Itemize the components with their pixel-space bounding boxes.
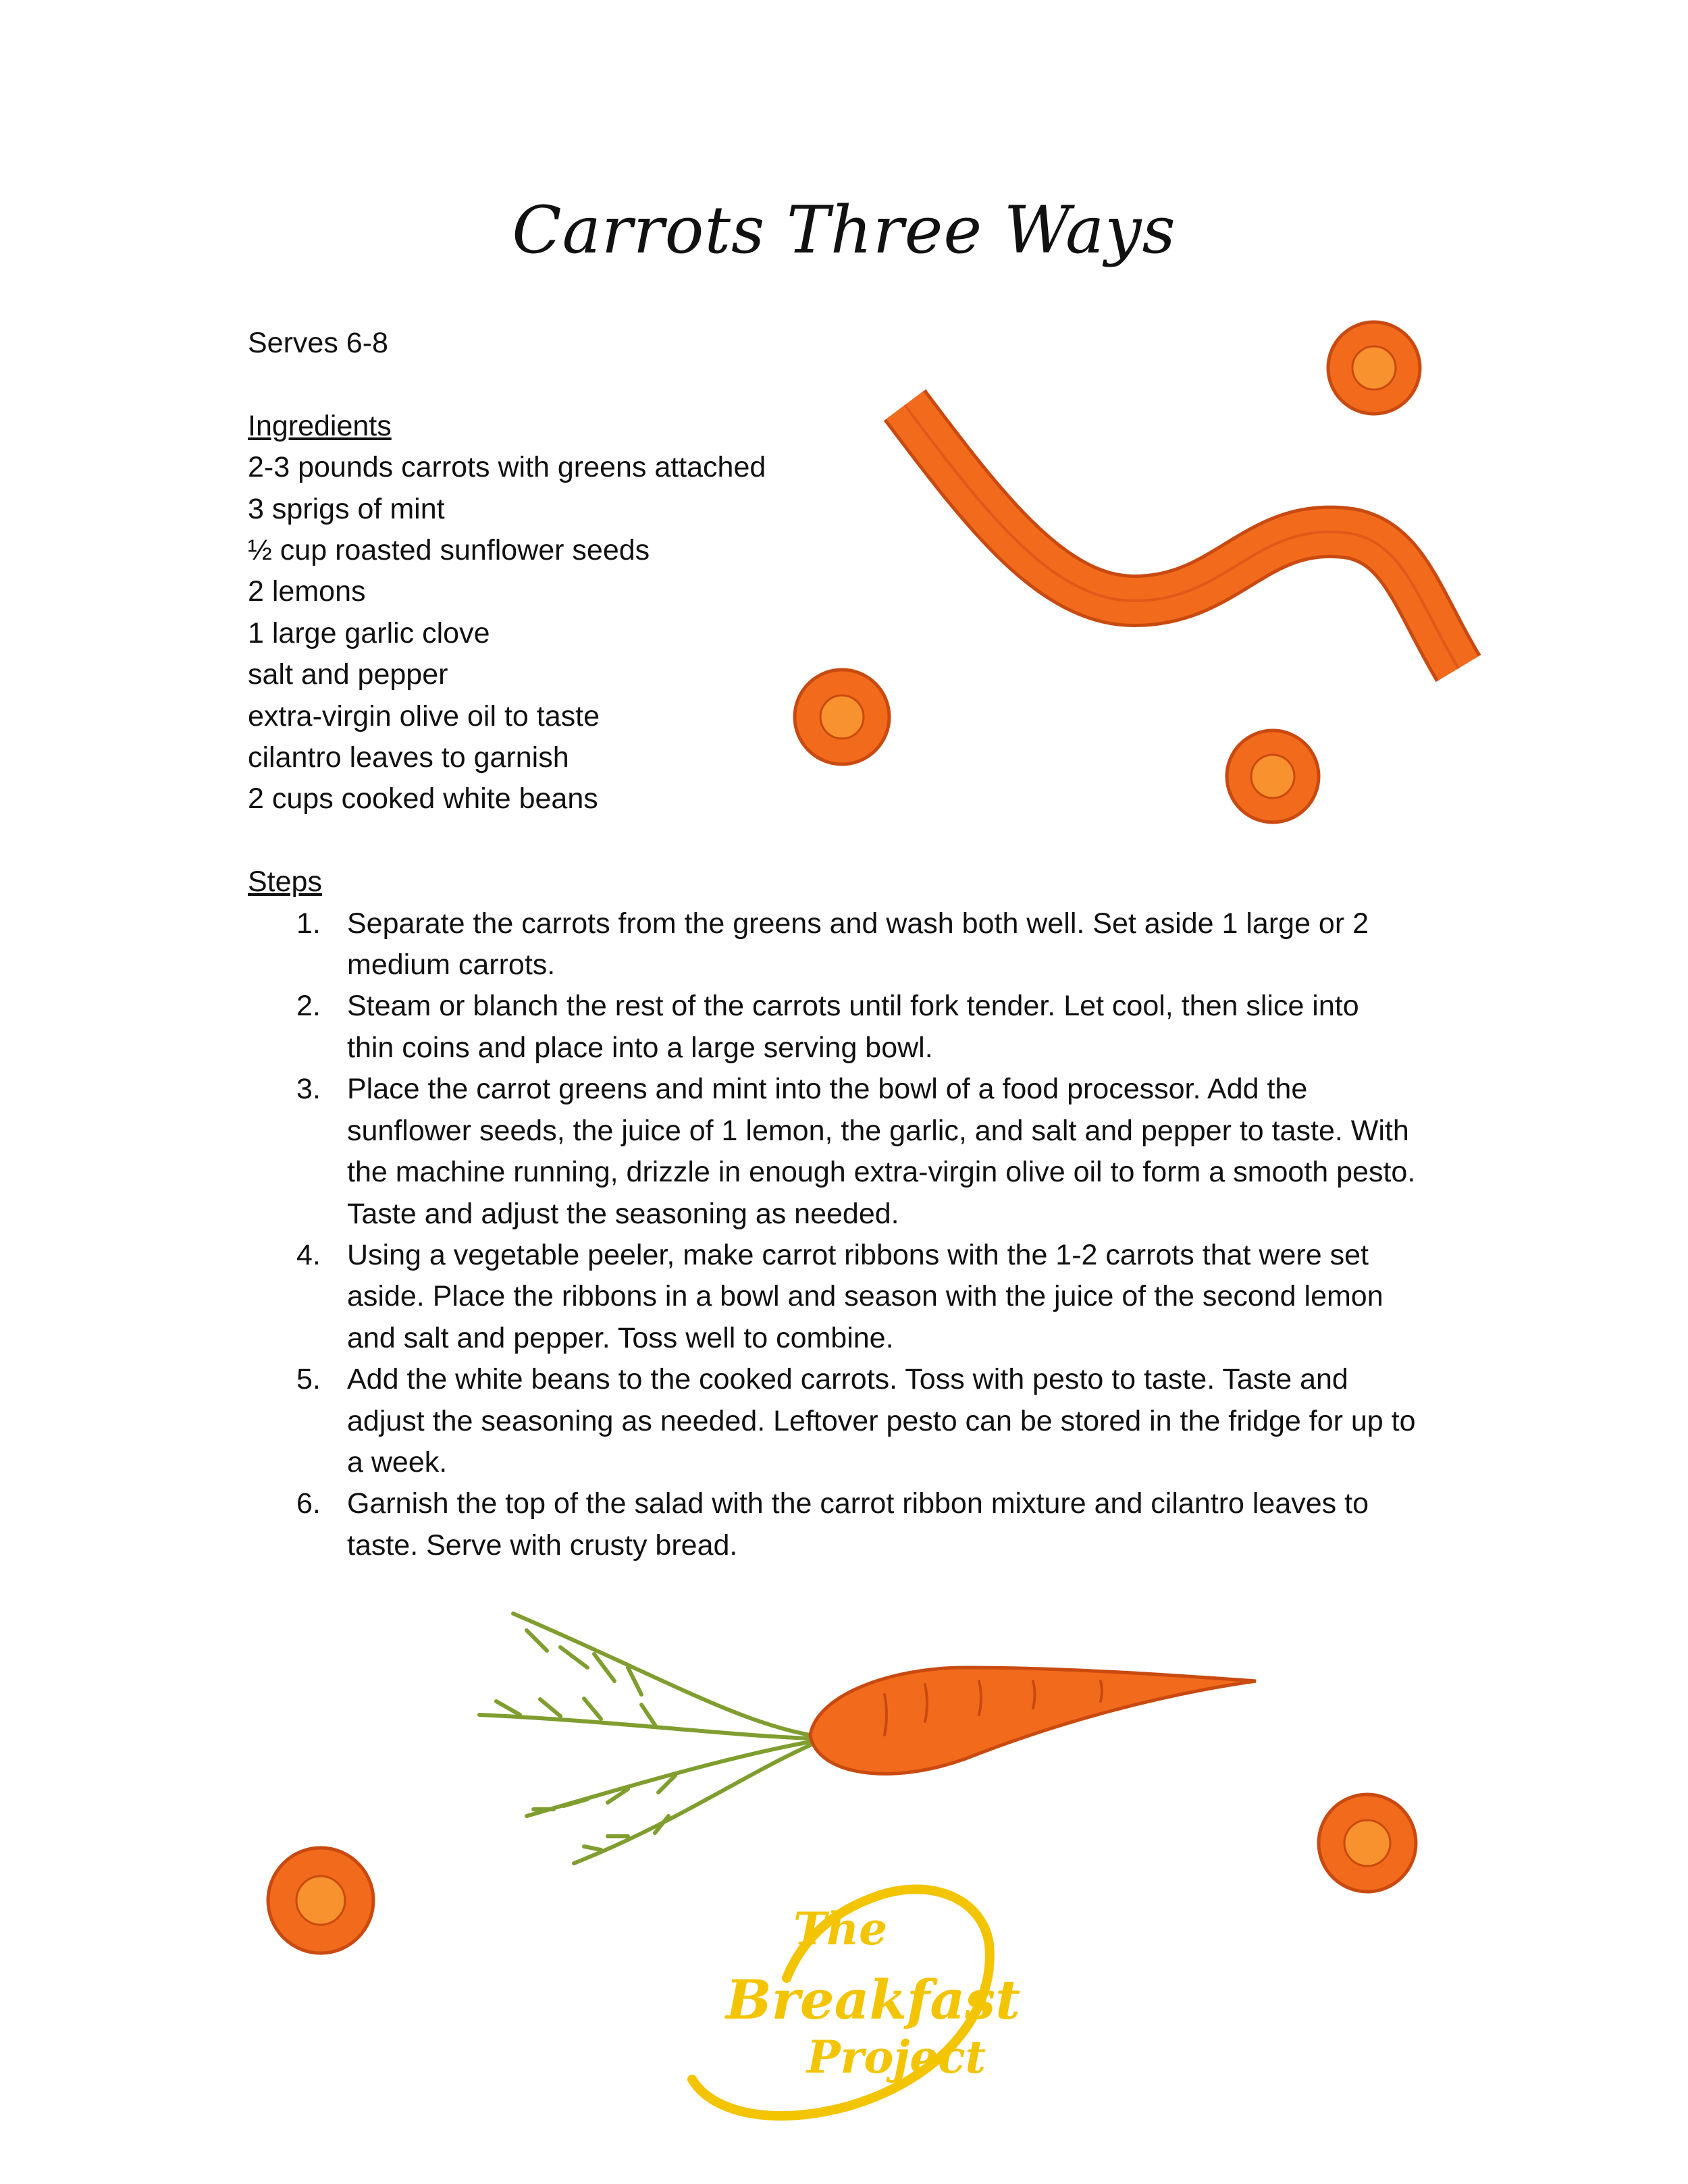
step-line: Separate the carrots from the greens and wash both well. Set aside 1 large or 2 <box>347 907 1369 940</box>
serves-text: Serves 6-8 <box>248 327 388 359</box>
logo-line-the: The <box>793 1902 888 1955</box>
step-line: Using a vegetable peeler, make carrot ribbons with the 1-2 carrots that were set <box>347 1238 1369 1271</box>
ingredient-item: extra-virgin olive oil to taste <box>248 699 600 733</box>
step-item <box>248 903 1461 986</box>
step-line: Add the white beans to the cooked carrots. Toss with pesto to taste. Taste and <box>347 1363 1348 1396</box>
step-line: the machine running, drizzle in enough extra-virgin olive oil to form a smooth pesto. <box>347 1156 1416 1189</box>
ingredient-item: 3 sprigs of mint <box>248 492 445 525</box>
ingredient-item: 2 cups cooked white beans <box>248 782 598 816</box>
whole-carrot-illustration <box>452 1593 1263 1877</box>
step-line: Place the carrot greens and mint into the bowl of a food processor. Add the <box>347 1073 1308 1106</box>
step-line: thin coins and place into a large serving bowl. <box>347 1031 933 1064</box>
step-line: medium carrots. <box>347 949 556 982</box>
ingredients-heading: Ingredients <box>248 409 392 442</box>
carrot-coin-icon <box>1222 726 1323 827</box>
step-item <box>248 1069 1461 1235</box>
carrot-coin-icon <box>1313 1789 1421 1897</box>
ingredient-item: 2 lemons <box>248 575 366 608</box>
step-line: aside. Place the ribbons in a bowl and season with the juice of the second lemon <box>347 1280 1383 1313</box>
ingredient-item: 1 large garlic clove <box>248 616 490 649</box>
step-line: Taste and adjust the seasoning as needed. <box>347 1197 899 1230</box>
steps-list <box>248 903 1463 1567</box>
step-line: a week. <box>347 1445 448 1479</box>
step-item <box>248 1235 1461 1359</box>
step-number: 6. <box>296 1487 321 1520</box>
step-line: Steam or blanch the rest of the carrots until fork tender. Let cool, then slice into <box>347 990 1359 1023</box>
steps-heading: Steps <box>248 865 322 899</box>
step-item <box>248 986 1461 1069</box>
step-number: 1. <box>296 907 321 940</box>
logo-line-project: Project <box>807 2031 986 2083</box>
step-line: adjust the seasoning as needed. Leftover pesto can be stored in the fridge for up to <box>347 1404 1416 1437</box>
step-number: 3. <box>296 1073 321 1106</box>
logo-line-breakfast: Breakfast <box>726 1968 1021 2031</box>
ingredient-item: ½ cup roasted sunflower seeds <box>248 534 650 567</box>
ingredient-item: salt and pepper <box>248 658 448 691</box>
step-line: sunflower seeds, the juice of 1 lemon, the garlic, and salt and pepper to taste. With <box>347 1114 1409 1147</box>
breakfast-project-logo <box>672 1870 1023 2140</box>
ingredient-item: 2-3 pounds carrots with greens attached <box>248 451 766 484</box>
ingredient-item: cilantro leaves to garnish <box>248 741 569 774</box>
step-line: Garnish the top of the salad with the carrot ribbon mixture and cilantro leaves to <box>347 1487 1369 1520</box>
step-line: and salt and pepper. Toss well to combine. <box>347 1321 894 1354</box>
carrot-coin-icon <box>790 665 895 770</box>
step-number: 4. <box>296 1238 321 1271</box>
step-item <box>248 1359 1461 1483</box>
step-line: taste. Serve with crusty bread. <box>347 1528 738 1562</box>
carrot-coin-icon <box>1323 317 1425 419</box>
carrot-ribbon-illustration <box>878 378 1485 702</box>
recipe-title: Carrots Three Ways <box>512 192 1176 268</box>
carrot-coin-icon <box>263 1843 378 1958</box>
step-number: 2. <box>296 990 321 1023</box>
step-item <box>248 1483 1461 1566</box>
step-number: 5. <box>296 1363 321 1396</box>
